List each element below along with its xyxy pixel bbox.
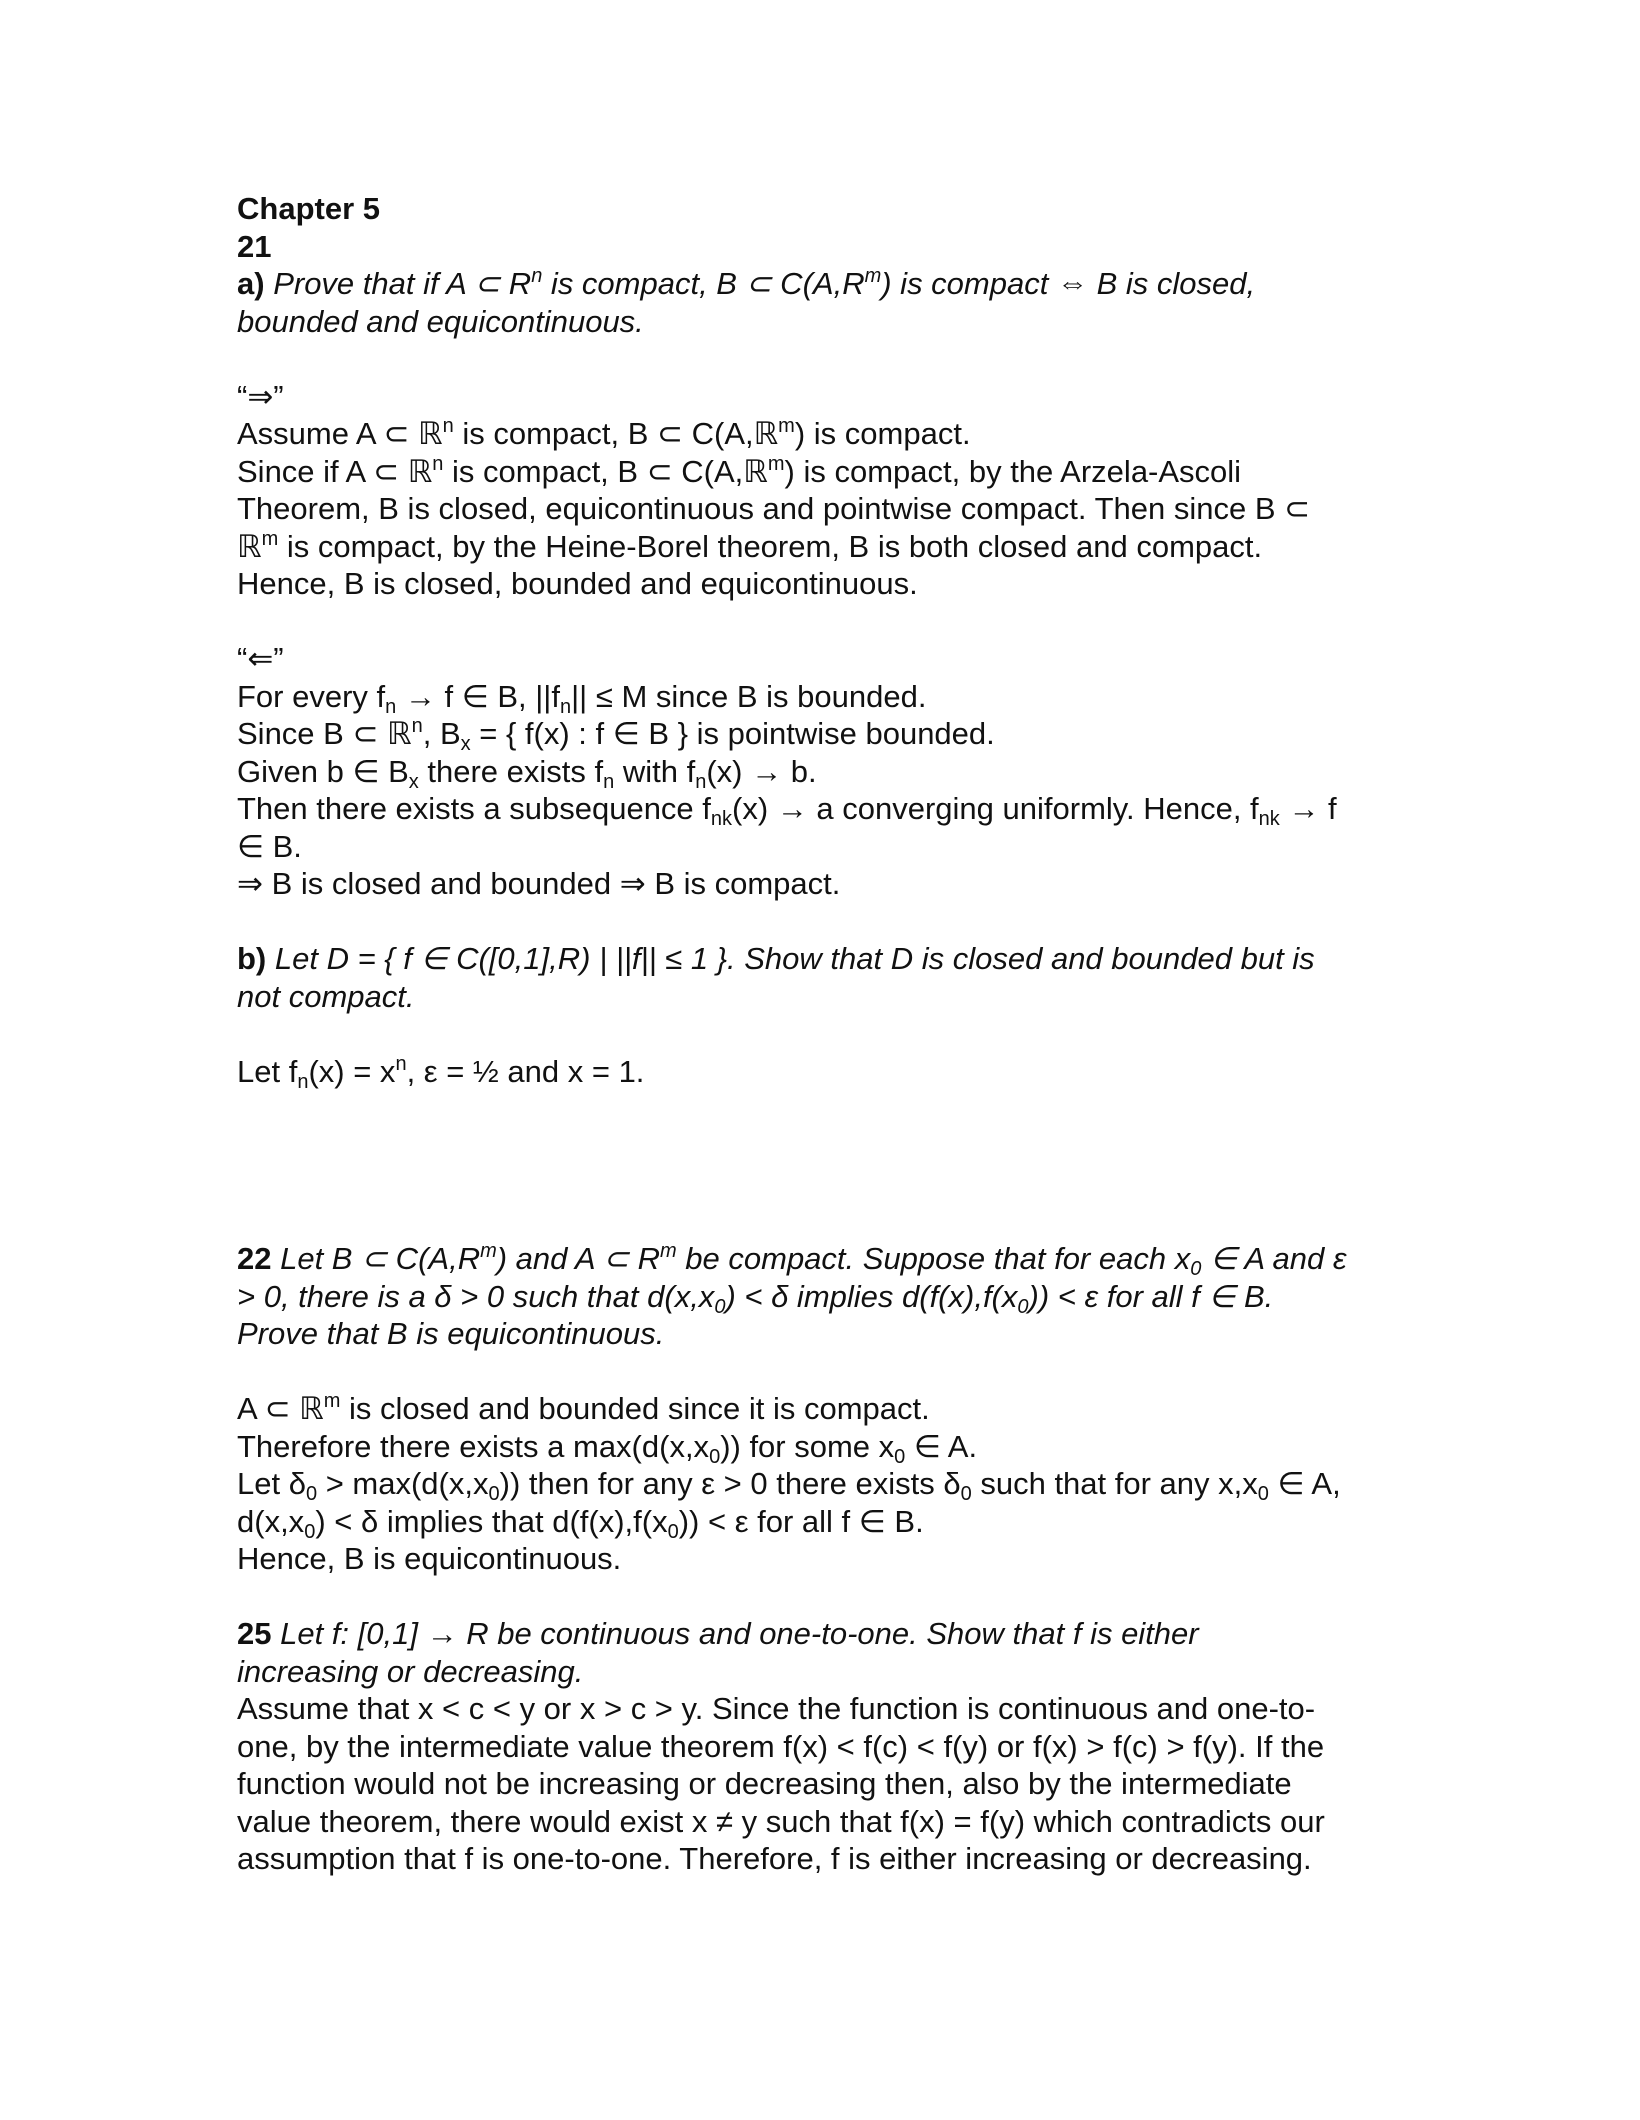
subscript: 0: [488, 1483, 500, 1505]
proof-line: [237, 1465, 1397, 1503]
subscript: 0: [714, 1295, 726, 1318]
proof-line: Hence, B is equicontinuous.: [237, 1541, 622, 1576]
part-a-label: a): [237, 266, 265, 301]
document-page: [237, 190, 1397, 1878]
superscript: m: [864, 265, 882, 287]
superscript: m: [323, 1390, 341, 1412]
superscript: m: [767, 452, 785, 475]
question-text: ) is compact ⇔ B is closed,: [881, 266, 1256, 301]
proof-line: [237, 528, 1397, 566]
subscript: n: [695, 770, 707, 793]
text: , B: [422, 716, 461, 751]
subscript: n: [297, 1070, 309, 1093]
text: → f ∈ B, ||f: [396, 678, 560, 714]
text: = { f(x) : f ∈ B } is pointwise bounded.: [470, 716, 995, 751]
proof-line: [237, 790, 1397, 828]
proof-line: [237, 453, 1397, 491]
superscript: n: [442, 415, 454, 437]
subscript: nk: [1258, 808, 1280, 830]
text: ∈ A,: [1268, 1466, 1341, 1501]
question-text: ) and A ⊂: [496, 1241, 638, 1276]
text: ) < δ implies that d(f(x),f(x: [315, 1503, 668, 1539]
superscript: m: [261, 527, 279, 550]
subscript: 0: [1257, 1483, 1269, 1505]
text: is closed and bounded since it is compact.: [340, 1391, 930, 1426]
proof-line: [237, 753, 1397, 791]
subscript: nk: [710, 808, 733, 830]
superscript: n: [531, 265, 543, 287]
subscript: 0: [305, 1483, 318, 1505]
proof-line: function would not be increasing or decreasing then, also by the intermediate: [237, 1766, 1292, 1801]
text: with f: [614, 753, 696, 789]
backward-direction-mark: “⇐”: [237, 641, 284, 676]
problem-22-question-cont: Prove that B is equicontinuous.: [237, 1316, 665, 1351]
proof-line: Theorem, B is closed, equicontinuous and pointwise compact. Then since B ⊂: [237, 491, 1311, 526]
subscript: n: [603, 770, 615, 793]
subscript: n: [385, 695, 397, 718]
problem-21-number: 21: [237, 228, 272, 264]
text: )) then for any ε > 0 there exists δ: [499, 1466, 961, 1501]
text: Therefore there exists a max(d(x,x: [237, 1428, 710, 1464]
text: ∈ A.: [905, 1428, 978, 1464]
text: is compact, B ⊂ C(A,ℝ: [453, 416, 779, 451]
text: Assume A ⊂ ℝ: [237, 416, 443, 451]
text: is compact, by the Heine-Borel theorem, B is both closed and compact.: [278, 528, 1263, 564]
text: → f: [1279, 791, 1337, 826]
part-b-label: b): [237, 941, 267, 976]
proof-line: Assume that x < c < y or x > c > y. Since the function is continuous and one-to-: [237, 1691, 1316, 1726]
question-text: is compact, B ⊂ C(A,: [542, 266, 843, 301]
superscript: m: [480, 1240, 497, 1262]
text: d(x,x: [237, 1503, 305, 1539]
problem-25-question-cont: increasing or decreasing.: [237, 1653, 584, 1689]
superscript: n: [432, 452, 444, 475]
text: Since B ⊂ ℝ: [237, 716, 412, 751]
text: )) for some x: [720, 1428, 895, 1464]
reals-symbol: R: [842, 266, 865, 301]
subscript: 0: [894, 1445, 906, 1468]
proof-line: [237, 715, 1397, 753]
subscript: n: [559, 695, 572, 718]
text: , ε = ½ and x = 1.: [406, 1053, 645, 1089]
proof-line: Hence, B is closed, bounded and equicontinuous.: [237, 566, 918, 601]
problem-22-question-cont: [237, 1278, 1397, 1316]
text: (x) → a converging uniformly. Hence, f: [732, 791, 1259, 826]
proof-line: ⇒ B is closed and bounded ⇒ B is compact.: [237, 866, 841, 901]
subscript: x: [408, 770, 419, 793]
reals-symbol: R: [557, 941, 581, 976]
question-text: > 0, there is a δ > 0 such that d(x,x: [237, 1278, 715, 1314]
text: (x) = x: [308, 1053, 396, 1089]
superscript: m: [778, 415, 795, 437]
subscript: 0: [709, 1445, 721, 1468]
proof-line: assumption that f is one-to-one. Therefore, f is either increasing or decreasing.: [237, 1841, 1312, 1876]
superscript: n: [395, 1052, 407, 1075]
proof-line: [237, 1053, 1397, 1091]
reals-symbol: R: [466, 1616, 489, 1651]
text: > max(d(x,x: [317, 1466, 489, 1501]
subscript: 0: [1017, 1295, 1029, 1318]
text: ) is compact.: [794, 416, 971, 451]
subscript: x: [460, 733, 471, 755]
problem-21a-question: [237, 265, 1397, 303]
question-text: Let f: [0,1] →: [271, 1616, 467, 1651]
subscript: 0: [304, 1520, 316, 1543]
problem-22-question: [237, 1240, 1397, 1278]
question-text: ) < δ implies d(f(x),f(x: [725, 1278, 1018, 1314]
question-text: Prove that if A ⊂: [264, 266, 509, 301]
text: Since if A ⊂ ℝ: [237, 453, 433, 489]
proof-line: [237, 415, 1397, 453]
problem-22-number: 22: [237, 1241, 272, 1276]
problem-21b-question-cont: not compact.: [237, 978, 415, 1014]
text: ) is compact, by the Arzela-Ascoli: [784, 453, 1242, 489]
superscript: n: [411, 715, 423, 737]
subscript: 0: [960, 1483, 972, 1505]
text: Then there exists a subsequence f: [237, 791, 711, 826]
proof-line: [237, 678, 1397, 716]
text: (x) → b.: [706, 753, 817, 789]
question-text: Let B ⊂ C(A,: [271, 1241, 458, 1276]
proof-line: [237, 1428, 1397, 1466]
text: )) < ε for all f ∈ B.: [678, 1503, 924, 1539]
proof-line: [237, 1390, 1397, 1428]
text: A ⊂ ℝ: [237, 1391, 324, 1426]
text: Given b ∈ B: [237, 753, 409, 789]
problem-21a-question-cont: bounded and equicontinuous.: [237, 303, 644, 339]
question-text: ∈ A and ε: [1201, 1241, 1347, 1276]
problem-25-number: 25: [237, 1616, 272, 1651]
problem-25-question: [237, 1615, 1397, 1653]
question-text: )) < ε for all f ∈ B.: [1028, 1278, 1274, 1314]
subscript: 0: [667, 1520, 679, 1543]
question-text: be continuous and one-to-one. Show that f is either: [488, 1616, 1199, 1651]
text: For every f: [237, 678, 386, 714]
text: Let δ: [237, 1466, 306, 1501]
reals-symbol: R: [508, 266, 532, 301]
subscript: 0: [1190, 1258, 1202, 1280]
proof-line: value theorem, there would exist x ≠ y such that f(x) = f(y) which contradicts our: [237, 1803, 1325, 1839]
text: is compact, B ⊂ C(A,ℝ: [443, 453, 768, 489]
reals-symbol: R: [457, 1241, 481, 1276]
question-text: Let D = { f ∈ C([0,1],: [266, 941, 558, 976]
proof-line: ∈ B.: [237, 828, 302, 864]
question-text: ) | ||f|| ≤ 1 }. Show that D is closed and bounded but is: [580, 941, 1315, 976]
text: Let f: [237, 1053, 298, 1089]
problem-21b-question: [237, 940, 1397, 978]
text: such that for any x,x: [971, 1466, 1258, 1501]
text: there exists f: [418, 753, 604, 789]
proof-line: [237, 1503, 1397, 1541]
forward-direction-mark: “⇒”: [237, 378, 284, 414]
text: || ≤ M since B is bounded.: [571, 678, 927, 714]
superscript: m: [660, 1240, 677, 1262]
reals-symbol: R: [637, 1241, 660, 1276]
question-text: be compact. Suppose that for each x: [676, 1241, 1191, 1276]
chapter-heading: Chapter 5: [237, 191, 380, 226]
text: ℝ: [237, 528, 262, 564]
proof-line: one, by the intermediate value theorem f(x) < f(c) < f(y) or f(x) > f(c) > f(y). If the: [237, 1728, 1325, 1764]
